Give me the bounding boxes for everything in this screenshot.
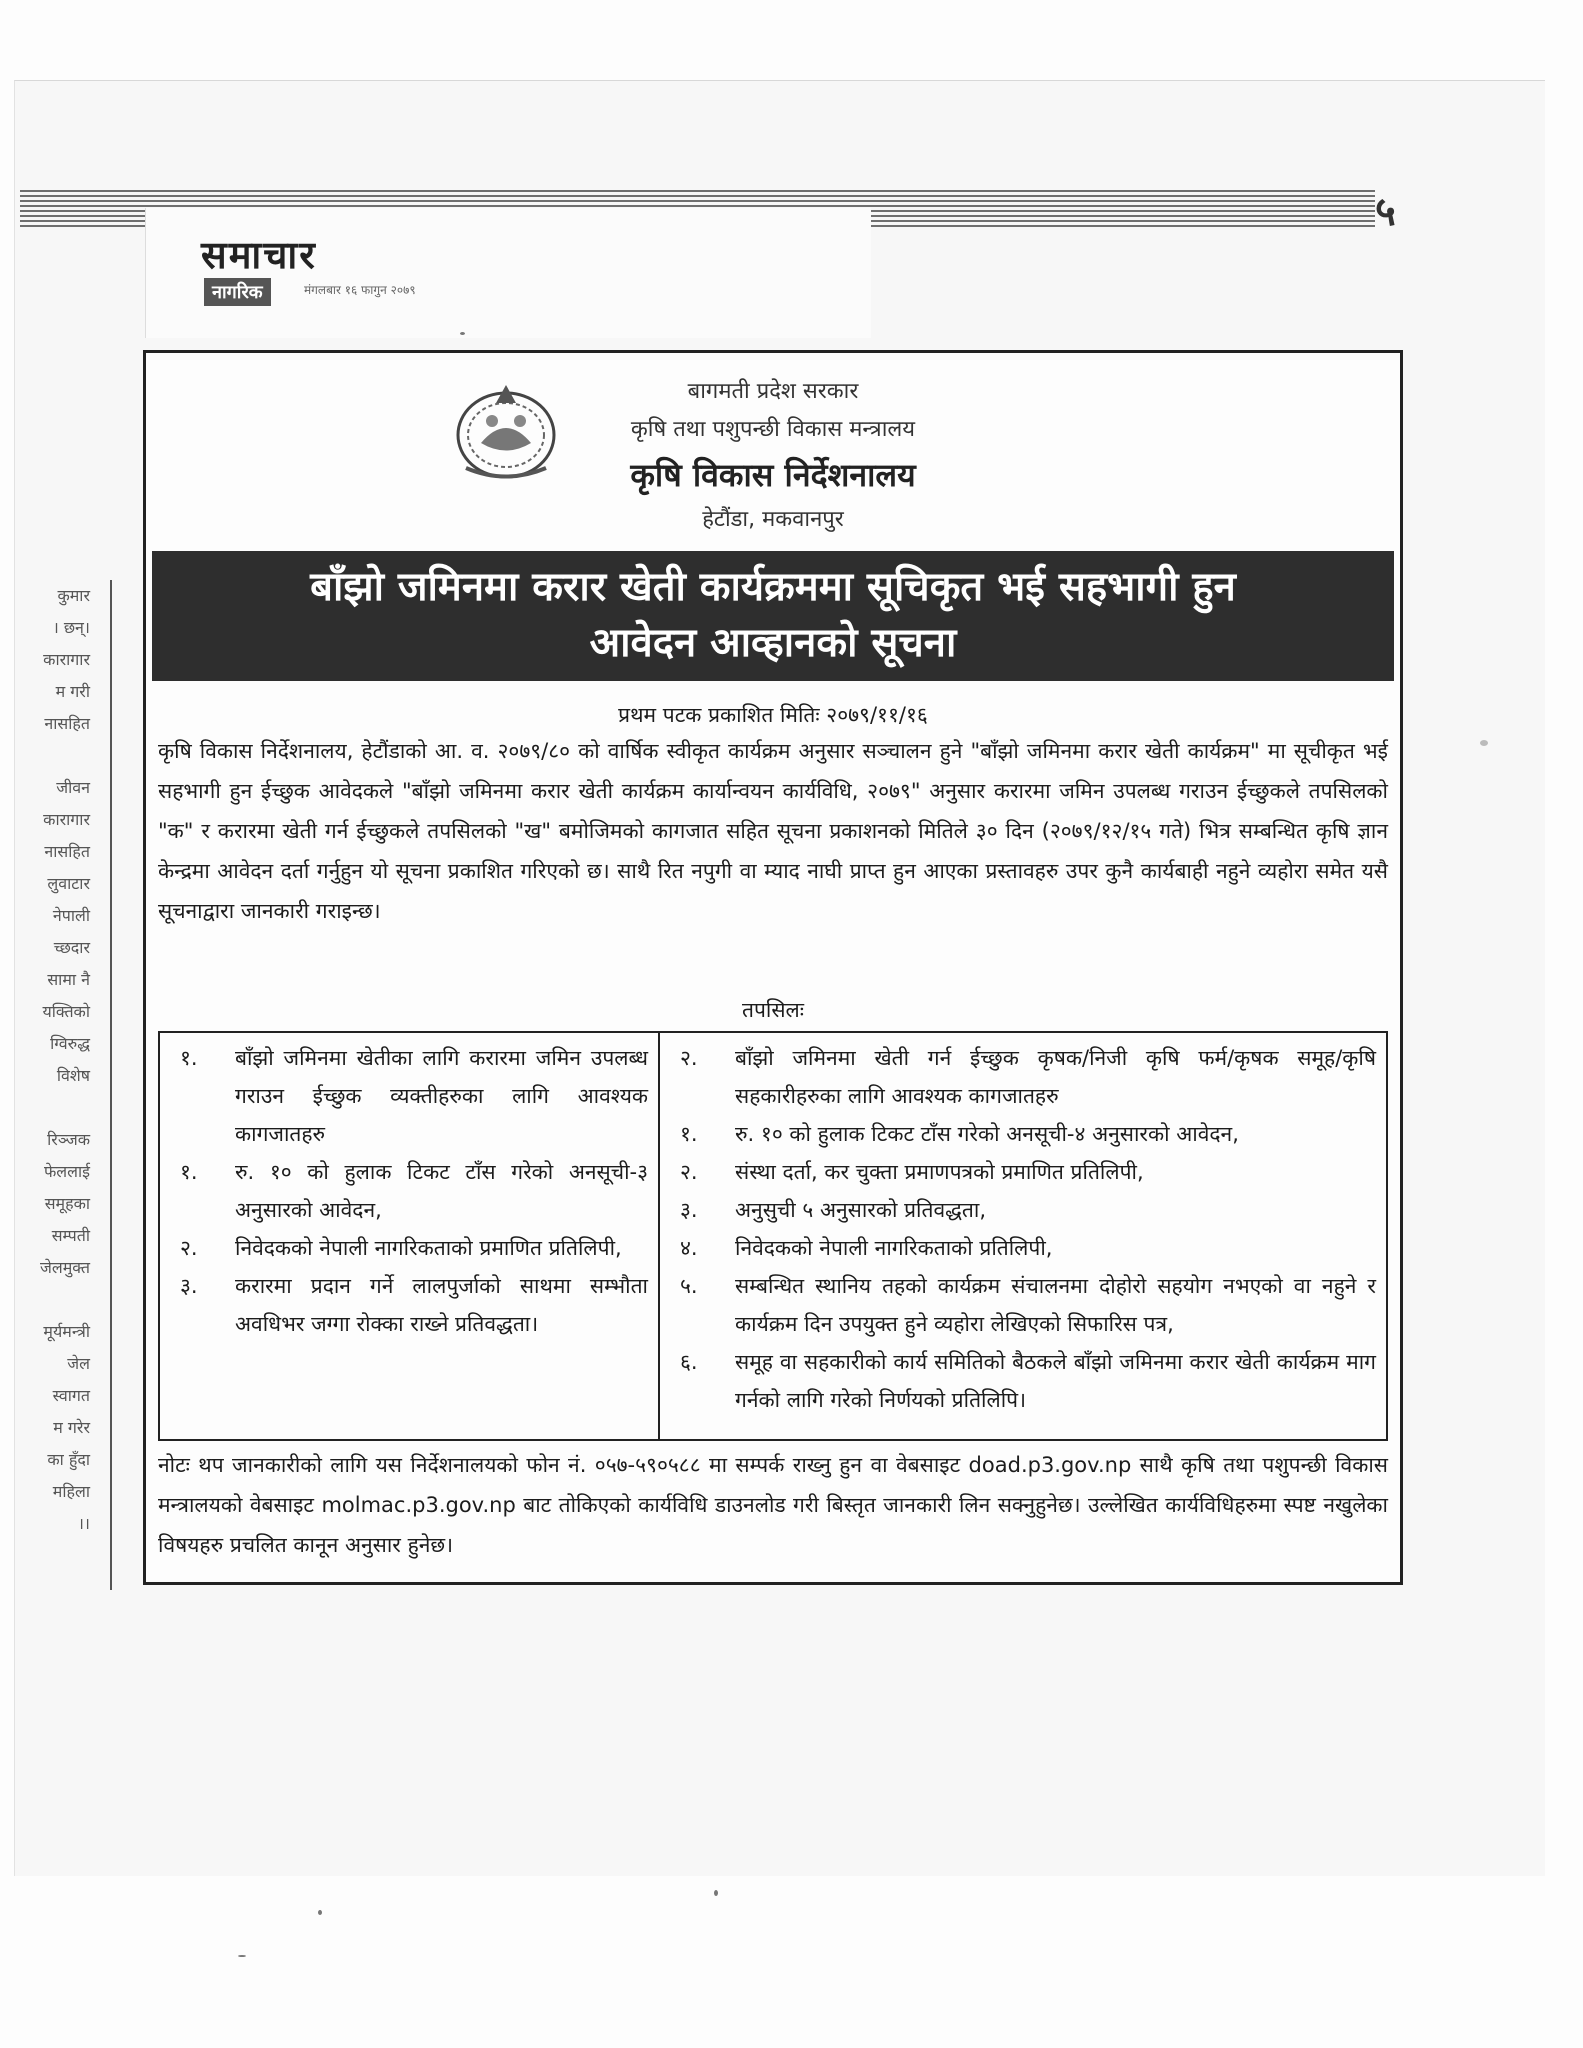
item-text: निवेदकको नेपाली नागरिकताको प्रतिलिपी, xyxy=(735,1236,1053,1260)
table-row xyxy=(670,1267,1376,1343)
table-row xyxy=(170,1267,648,1343)
item-text: सम्बन्धित स्थानिय तहको कार्यक्रम संचालनमा दोहोरो सहयोग नभएको वा नहुने र कार्यक्रम दिन उपयुक्त हुने व्यहोरा लेखिएको सिफारिस पत्र, xyxy=(735,1274,1376,1336)
column-fragment-line xyxy=(20,1284,110,1316)
notice-body: कृषि विकास निर्देशनालय, हेटौंडाको आ. व. २०७९/८० को वार्षिक स्वीकृत कार्यक्रम अनुसार सञ्चालन हुने "बाँझो जमिनमा करार खेती कार्यक्रम" मा सूचीकृत भई सहभागी हुन ईच्छुक आवेदकले "बाँझो जमिनमा करार खेती कार्यक्रम कार्यान्वयन कार्यविधि, २०७९" अनुसार करारमा जमिन उपलब्ध गराउन ईच्छुकले तपसिलको "क" र करारमा खेती गर्न ईच्छुकले तपसिलको "ख" बमोजिमको कागजात सहित सूचना प्रकाशनको मितिले ३० दिन (२०७९/१२/१५ गते) भित्र सम्बन्धित कृषि ज्ञान केन्द्रमा आवेदन दर्ता गर्नुहुन यो सूचना प्रकाशित गरिएको छ। साथै रित नपुगी वा म्याद नाघी प्राप्त हुन आएका प्रस्तावहरु उपर कुनै कार्यबाही नहुने व्यहोरा समेत यसै सूचनाद्वारा जानकारी गराइन्छ। xyxy=(158,739,1388,923)
province-government: बागमती प्रदेश सरकार xyxy=(687,379,859,404)
item-number: ४. xyxy=(680,1236,698,1260)
item-text: रु. १० को हुलाक टिकट टाँस गरेको अनसूची-३ अनुसारको आवेदन, xyxy=(235,1160,648,1222)
item-number: ६. xyxy=(680,1350,698,1374)
column-fragment-line: विशेष xyxy=(56,1066,90,1085)
column-fragment-line: मूर्यमन्त्री xyxy=(43,1322,90,1341)
item-number: २. xyxy=(680,1160,698,1184)
adjacent-column-fragments xyxy=(20,580,112,1590)
column-fragment-line: ग्विरुद्ध xyxy=(50,1034,90,1053)
newspaper-masthead xyxy=(145,208,871,338)
table-row xyxy=(170,1039,648,1153)
item-text: संस्था दर्ता, कर चुक्ता प्रमाणपत्रको प्रमाणित प्रतिलिपी, xyxy=(735,1160,1144,1184)
item-text: करारमा प्रदान गर्ने लालपुर्जाको साथमा सम्भौता अवधिभर जग्गा रोक्का राख्ने प्रतिवद्धता। xyxy=(235,1274,648,1336)
column-fragment-line: नासहित xyxy=(44,842,90,861)
column-fragment-line: नासहित xyxy=(44,714,90,733)
notice-title-banner xyxy=(152,551,1394,681)
item-number: १. xyxy=(680,1122,698,1146)
table-row xyxy=(670,1229,1376,1267)
item-number: ३. xyxy=(680,1198,698,1222)
item-number: ३. xyxy=(180,1274,198,1298)
schedule-heading: तपसिलः xyxy=(741,998,804,1022)
column-fragment-line: कुमार xyxy=(57,586,90,605)
column-fragment-line xyxy=(20,740,110,772)
column-fragment-line: कारागार xyxy=(43,810,90,829)
item-number: १. xyxy=(180,1160,198,1184)
item-number: ५. xyxy=(680,1274,698,1298)
farmer-column xyxy=(660,1033,1386,1439)
footnote: नोटः थप जानकारीको लागि यस निर्देशनालयको फोन नं. ०५७-५९०५८८ मा सम्पर्क राख्नु हुन वा वेबसाइट doad.p3.gov.np साथै कृषि तथा पशुपन्छी विकास मन्त्रालयको वेबसाइट molmac.p3.gov.np बाट तोकिएको कार्यविधि डाउनलोड गरी बिस्तृत जानकारी लिन सक्नुहुनेछ। उल्लेखित कार्यविधिहरुमा स्पष्ट नखुलेका विषयहरु प्रचलित कानून अनुसार हुनेछ। xyxy=(158,1453,1388,1557)
column-fragment-line: म गरी xyxy=(55,682,90,701)
item-number: २. xyxy=(680,1046,698,1070)
column-fragment-line: महिला xyxy=(52,1482,90,1501)
table-row xyxy=(170,1229,648,1267)
table-row xyxy=(670,1191,1376,1229)
column-fragment-line: जेलमुक्त xyxy=(40,1258,90,1277)
page-number: ५ xyxy=(1375,189,1396,235)
column-fragment-line: जेल xyxy=(67,1354,90,1373)
column-fragment-line: सामा नै xyxy=(47,970,90,989)
item-text: रु. १० को हुलाक टिकट टाँस गरेको अनसूची-४ अनुसारको आवेदन, xyxy=(735,1122,1239,1146)
column-fragment-line: का हुँदा xyxy=(47,1450,90,1469)
column-fragment-line: कारागार xyxy=(43,650,90,669)
section-title: समाचार xyxy=(201,233,317,277)
column-fragment-line: ।। xyxy=(77,1514,90,1533)
table-row xyxy=(670,1153,1376,1191)
column-fragment-line: । छन्। xyxy=(52,618,90,637)
column-fragment-line: च्छदार xyxy=(53,938,90,957)
requirements-table xyxy=(158,1031,1388,1441)
table-row xyxy=(670,1115,1376,1153)
table-row xyxy=(670,1039,1376,1115)
notice-title-line2: आवेदन आव्हानको सूचना xyxy=(589,620,957,666)
directorate-name: कृषि विकास निर्देशनालय xyxy=(630,456,916,494)
column-fragment-line: जीवन xyxy=(56,778,90,797)
item-text: निवेदकको नेपाली नागरिकताको प्रमाणित प्रतिलिपी, xyxy=(235,1236,622,1260)
table-row xyxy=(670,1343,1376,1419)
column-fragment-line: स्वागत xyxy=(52,1386,90,1405)
column-fragment-line: यक्तिको xyxy=(42,1002,90,1021)
table-row xyxy=(170,1153,648,1229)
item-text: समूह वा सहकारीको कार्य समितिको बैठकले बाँझो जमिनमा करार खेती कार्यक्रम माग गर्नको लागि गरेको निर्णयको प्रतिलिपि। xyxy=(735,1350,1376,1412)
notice-title-line1: बाँझो जमिनमा करार खेती कार्यक्रममा सूचिकृत भई सहभागी हुन xyxy=(310,564,1236,610)
column-fragment-line xyxy=(20,1092,110,1124)
column-fragment-line: सम्पती xyxy=(51,1226,90,1245)
item-text: बाँझो जमिनमा खेतीका लागि करारमा जमिन उपलब्ध गराउन ईच्छुक व्यक्तीहरुका लागि आवश्यक कागजातहरु xyxy=(235,1046,648,1146)
publication-date: प्रथम पटक प्रकाशित मितिः २०७९/११/१६ xyxy=(618,703,928,727)
column-fragment-line: लुवाटार xyxy=(47,874,90,893)
column-fragment-line: नेपाली xyxy=(52,906,90,925)
item-text: बाँझो जमिनमा खेती गर्न ईच्छुक कृषक/निजी कृषि फर्म/कृषक समूह/कृषि सहकारीहरुका लागि आवश्यक कागजातहरु xyxy=(735,1046,1376,1108)
item-number: १. xyxy=(180,1046,198,1070)
paper-date: मंगलबार १६ फागुन २०७९ xyxy=(304,283,416,297)
office-location: हेटौंडा, मकवानपुर xyxy=(702,507,844,532)
column-fragment-line: फेललाई xyxy=(43,1162,90,1181)
ministry-name: कृषि तथा पशुपन्छी विकास मन्त्रालय xyxy=(630,417,916,442)
paper-name: नागरिक xyxy=(204,278,271,306)
item-number: २. xyxy=(180,1236,198,1260)
land-provider-column xyxy=(160,1033,660,1439)
notice-box xyxy=(143,350,1403,1585)
column-fragment-line: म गरेर xyxy=(53,1418,90,1437)
column-fragment-line: रिञ्जक xyxy=(47,1130,90,1149)
column-fragment-line: समूहका xyxy=(44,1194,90,1213)
item-text: अनुसुची ५ अनुसारको प्रतिवद्धता, xyxy=(735,1198,987,1222)
